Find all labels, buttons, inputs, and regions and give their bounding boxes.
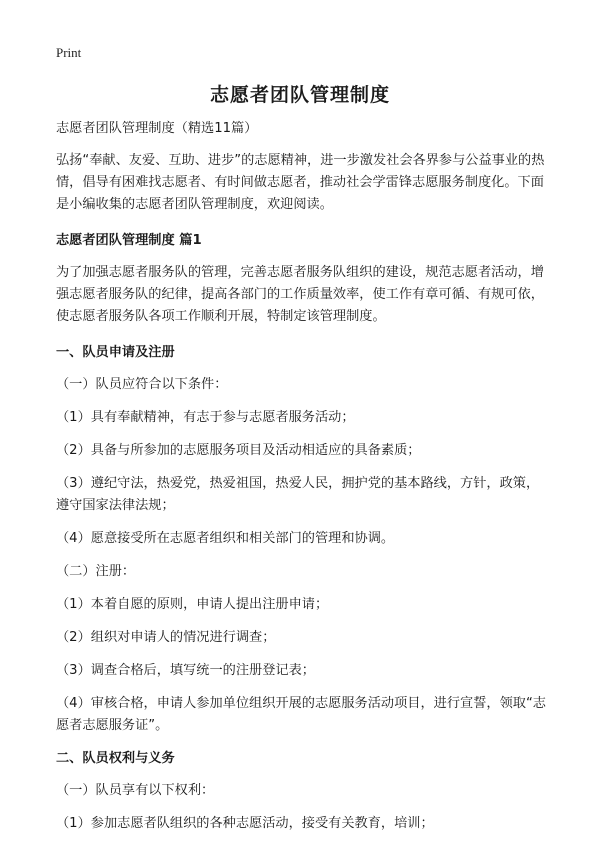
print-link[interactable]: Print bbox=[56, 45, 82, 60]
heading-application-registration: 一、队员申请及注册 bbox=[56, 345, 175, 360]
registration-item: （2）组织对申请人的情况进行调查； bbox=[56, 630, 276, 645]
section-title: 志愿者团队管理制度 篇1 bbox=[56, 233, 202, 248]
condition-item: （2）具备与所参加的志愿服务项目及活动相适应的具备素质； bbox=[56, 443, 421, 458]
subheading-conditions: （一）队员应符合以下条件： bbox=[56, 377, 228, 392]
article-subtitle: 志愿者团队管理制度（精选11篇） bbox=[56, 121, 258, 136]
article-body bbox=[56, 118, 552, 846]
heading-rights-duties: 二、队员权利与义务 bbox=[56, 751, 175, 766]
subheading-rights: （一）队员享有以下权利： bbox=[56, 783, 215, 798]
registration-item: （1）本着自愿的原则，申请人提出注册申请； bbox=[56, 597, 329, 612]
registration-item: （4）审核合格，申请人参加单位组织开展的志愿服务活动项目，进行宣誓，领取“志愿者志愿服务证”。 bbox=[56, 696, 546, 733]
registration-item: （3）调查合格后，填写统一的注册登记表； bbox=[56, 663, 315, 678]
intro-paragraph: 弘扬“奉献、友爱、互助、进步”的志愿精神，进一步激发社会各界参与公益事业的热情，倡导有困难找志愿者、有时间做志愿者，推动社会学雷锋志愿服务制度化。下面是小编收集的志愿者团队管理制度，欢迎阅读。 bbox=[56, 153, 545, 212]
section-intro-paragraph: 为了加强志愿者服务队的管理，完善志愿者服务队组织的建设，规范志愿者活动，增强志愿者服务队的纪律，提高各部门的工作质量效率，使工作有章可循、有规可依，使志愿者服务队各项工作顺利开展，特制定该管理制度。 bbox=[56, 265, 544, 324]
condition-item: （3）遵纪守法，热爱党，热爱祖国，热爱人民，拥护党的基本路线，方针，政策，遵守国家法律法规； bbox=[56, 476, 540, 513]
condition-item: （4）愿意接受所在志愿者组织和相关部门的管理和协调。 bbox=[56, 531, 395, 546]
page-title: 志愿者团队管理制度 bbox=[209, 84, 390, 106]
condition-item: （1）具有奉献精神，有志于参与志愿者服务活动； bbox=[56, 410, 355, 425]
rights-item: （1）参加志愿者队组织的各种志愿活动，接受有关教育，培训； bbox=[56, 816, 434, 831]
subheading-registration: （二）注册： bbox=[56, 564, 136, 579]
